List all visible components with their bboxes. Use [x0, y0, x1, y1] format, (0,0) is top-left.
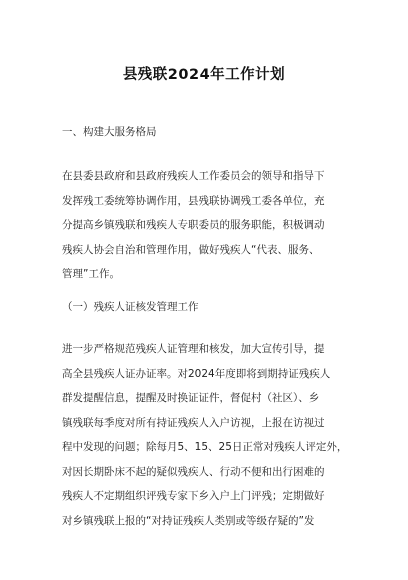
paragraph-line: 残疾人协会自治和管理作用，做好残疾人“代表、服务、: [62, 243, 320, 256]
subsection-heading-certificate: （一）残疾人证核发管理工作: [62, 301, 199, 313]
paragraph-line: 进一步严格规范残疾人证管理和核发，加大宣传引导，提: [62, 343, 325, 355]
paragraph-line: 在县委县政府和县政府残疾人工作委员会的领导和指导下: [62, 170, 325, 182]
paragraph-line: 残疾人不定期组织评残专家下乡入户上门评残；定期做好: [62, 490, 325, 502]
paragraph-line: 发挥残工委统筹协调作用，县残联协调残工委各单位，充: [62, 194, 325, 207]
paragraph-line: 对乡镇残联上报的“对持证残疾人类别或等级存疑的”发: [62, 514, 315, 527]
paragraph-line: 对因长期卧床不起的疑似残疾人、行动不便和出行困难的: [62, 465, 325, 478]
paragraph-line: 程中发现的问题；除每月5、15、25日正常对残疾人评定外，: [62, 441, 348, 453]
paragraph-line: 镇残联每季度对所有持证残疾人入户访视，上报在访视过: [62, 416, 325, 429]
paragraph-line: 群发提醒信息，提醒及时换证证件，督促村（社区）、乡: [62, 392, 320, 404]
paragraph-service-pattern: [62, 164, 362, 287]
section-heading-service-pattern: 一、构建大服务格局: [62, 126, 157, 138]
document-title: 县残联2024年工作计划: [122, 67, 286, 83]
paragraph-line: 分提高乡镇残联和残疾人专职委员的服务职能，积极调动: [62, 219, 325, 231]
paragraph-certificate-management: [62, 337, 362, 533]
paragraph-line: 高全县残疾人证办证率。对2024年度即将到期持证残疾人: [62, 367, 331, 380]
paragraph-line: 管理”工作。: [62, 268, 120, 280]
